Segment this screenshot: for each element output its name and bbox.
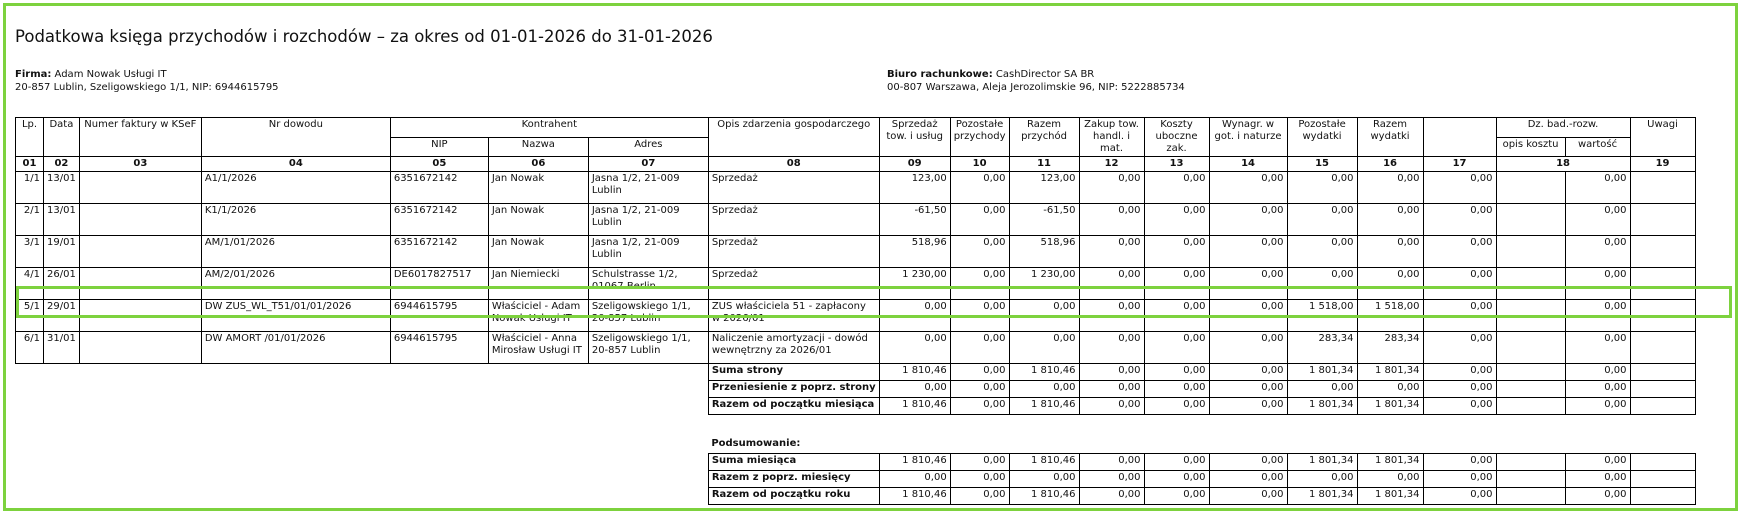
- cell-dowod: A1/1/2026: [201, 172, 390, 204]
- spacer-cell: [16, 415, 1696, 438]
- blank-cell: [16, 398, 709, 415]
- summary-c17: 0,00: [1423, 381, 1496, 398]
- cell-opis: Sprzedaż: [708, 204, 879, 236]
- cell-c12: 0,00: [1079, 268, 1144, 300]
- summary-c09: 0,00: [879, 381, 950, 398]
- blank-cell: [16, 364, 709, 381]
- cell-c17: 0,00: [1423, 172, 1496, 204]
- summary-c11: 0,00: [1009, 381, 1079, 398]
- cell-c13: 0,00: [1144, 204, 1209, 236]
- cell-c14: 0,00: [1209, 332, 1287, 364]
- summary-c18: 0,00: [1565, 454, 1630, 471]
- cell-ksef: [79, 332, 201, 364]
- summary-label: Przeniesienie z poprz. strony: [708, 381, 879, 398]
- summary-row: [16, 381, 1696, 398]
- cell-c18: 0,00: [1565, 204, 1630, 236]
- summary-c09: 1 810,46: [879, 454, 950, 471]
- summary-c11: 1 810,46: [1009, 454, 1079, 471]
- cell-uwagi: [1630, 332, 1695, 364]
- cell-adres: Szeligowskiego 1/1, 20-857 Lublin: [588, 332, 708, 364]
- table-row: [16, 236, 1696, 268]
- summary-c11: 0,00: [1009, 471, 1079, 488]
- summary-c10: 0,00: [950, 364, 1009, 381]
- cell-opis-kosztu: [1496, 300, 1565, 332]
- summary-c15: 1 801,34: [1287, 454, 1357, 471]
- summary-opis-kosztu: [1496, 488, 1565, 505]
- header-razem-przychod: Razem przychód: [1009, 118, 1079, 157]
- cell-c15: 0,00: [1287, 172, 1357, 204]
- cell-c17: 0,00: [1423, 204, 1496, 236]
- summary-c12: 0,00: [1079, 454, 1144, 471]
- summary-c14: 0,00: [1209, 488, 1287, 505]
- header-dz-bad: Dz. bad.-rozw.: [1496, 118, 1630, 138]
- cell-uwagi: [1630, 172, 1695, 204]
- cell-adres: Jasna 1/2, 21-009 Lublin: [588, 172, 708, 204]
- header-koszty: Koszty uboczne zak.: [1144, 118, 1209, 157]
- cell-c09: 123,00: [879, 172, 950, 204]
- cell-nip: 6351672142: [390, 236, 488, 268]
- cell-c18: 0,00: [1565, 236, 1630, 268]
- column-number: 04: [201, 157, 390, 172]
- blank-cell: [16, 437, 709, 454]
- summary-label: Razem z poprz. miesięcy: [708, 471, 879, 488]
- header-kontrahent: Kontrahent: [390, 118, 708, 138]
- cell-c17: 0,00: [1423, 300, 1496, 332]
- column-number-row: [16, 157, 1696, 172]
- cell-c11: 123,00: [1009, 172, 1079, 204]
- cell-c13: 0,00: [1144, 268, 1209, 300]
- cell-dowod: AM/1/01/2026: [201, 236, 390, 268]
- table-row: [16, 268, 1696, 300]
- cell-nazwa: Właściciel - Anna Mirosław Usługi IT: [488, 332, 588, 364]
- summary-c11: 1 810,46: [1009, 364, 1079, 381]
- cell-data: 29/01: [44, 300, 80, 332]
- header-wynagr: Wynagr. w got. i naturze: [1209, 118, 1287, 157]
- summary-c16: 1 801,34: [1357, 364, 1423, 381]
- summary-c18: 0,00: [1565, 364, 1630, 381]
- column-number: 11: [1009, 157, 1079, 172]
- summary-label: Razem od początku roku: [708, 488, 879, 505]
- cell-nazwa: Właściciel - Adam Nowak Usługi IT: [488, 300, 588, 332]
- cell-lp: 4/1: [16, 268, 44, 300]
- blank-cell: [16, 454, 709, 471]
- cell-c16: 0,00: [1357, 204, 1423, 236]
- summary-c15: 1 801,34: [1287, 488, 1357, 505]
- summary-c16: 0,00: [1357, 381, 1423, 398]
- cell-c11: 0,00: [1009, 332, 1079, 364]
- cell-ksef: [79, 172, 201, 204]
- summary-label: Suma strony: [708, 364, 879, 381]
- cell-c17: 0,00: [1423, 268, 1496, 300]
- cell-opis: Naliczenie amortyzacji - dowód wewnętrzny za 2026/01: [708, 332, 879, 364]
- header-dowod: Nr dowodu: [201, 118, 390, 157]
- cell-nip: 6351672142: [390, 204, 488, 236]
- summary-c15: 1 801,34: [1287, 398, 1357, 415]
- cell-data: 31/01: [44, 332, 80, 364]
- summary-c09: 1 810,46: [879, 398, 950, 415]
- cell-ksef: [79, 268, 201, 300]
- cell-c10: 0,00: [950, 236, 1009, 268]
- firm-label: Firma:: [15, 69, 52, 80]
- cell-c11: 518,96: [1009, 236, 1079, 268]
- cell-c14: 0,00: [1209, 236, 1287, 268]
- cell-nazwa: Jan Nowak: [488, 172, 588, 204]
- summary-c16: 1 801,34: [1357, 488, 1423, 505]
- summary-c13: 0,00: [1144, 381, 1209, 398]
- summary-c15: 1 801,34: [1287, 364, 1357, 381]
- summary-title-row: [16, 437, 1696, 454]
- summary-c12: 0,00: [1079, 381, 1144, 398]
- header-ksef: Numer faktury w KSeF: [79, 118, 201, 157]
- summary-c12: 0,00: [1079, 398, 1144, 415]
- cell-dowod: AM/2/01/2026: [201, 268, 390, 300]
- firm-info: [15, 68, 279, 94]
- summary-c14: 0,00: [1209, 398, 1287, 415]
- summary-c12: 0,00: [1079, 364, 1144, 381]
- summary-uwagi: [1630, 471, 1695, 488]
- summary-c16: 1 801,34: [1357, 398, 1423, 415]
- header-nazwa: Nazwa: [488, 137, 588, 157]
- cell-dowod: K1/1/2026: [201, 204, 390, 236]
- cell-c12: 0,00: [1079, 332, 1144, 364]
- column-number: 03: [79, 157, 201, 172]
- cell-lp: 2/1: [16, 204, 44, 236]
- column-number: 16: [1357, 157, 1423, 172]
- header-adres: Adres: [588, 137, 708, 157]
- column-number: 05: [390, 157, 488, 172]
- cell-c18: 0,00: [1565, 300, 1630, 332]
- cell-opis-kosztu: [1496, 172, 1565, 204]
- office-address: 00-807 Warszawa, Aleja Jerozolimskie 96, NIP: 5222885734: [887, 82, 1185, 93]
- cell-c18: 0,00: [1565, 332, 1630, 364]
- header-nip: NIP: [390, 137, 488, 157]
- column-number: 09: [879, 157, 950, 172]
- cell-ksef: [79, 204, 201, 236]
- blank-cell: [16, 488, 709, 505]
- blank-cell: [16, 381, 709, 398]
- column-number: 01: [16, 157, 44, 172]
- header-wartosc: wartość: [1565, 137, 1630, 157]
- summary-c10: 0,00: [950, 471, 1009, 488]
- cell-c09: 0,00: [879, 332, 950, 364]
- summary-c15: 0,00: [1287, 381, 1357, 398]
- summary-c14: 0,00: [1209, 381, 1287, 398]
- cell-opis-kosztu: [1496, 268, 1565, 300]
- summary-c14: 0,00: [1209, 471, 1287, 488]
- summary-opis-kosztu: [1496, 364, 1565, 381]
- column-number: 13: [1144, 157, 1209, 172]
- cell-c15: 0,00: [1287, 204, 1357, 236]
- cell-c15: 1 518,00: [1287, 300, 1357, 332]
- cell-nazwa: Jan Nowak: [488, 236, 588, 268]
- summary-c17: 0,00: [1423, 364, 1496, 381]
- cell-c16: 0,00: [1357, 172, 1423, 204]
- cell-c16: 0,00: [1357, 236, 1423, 268]
- summary-c14: 0,00: [1209, 364, 1287, 381]
- summary-c09: 1 810,46: [879, 488, 950, 505]
- cell-uwagi: [1630, 268, 1695, 300]
- summary-row: [16, 488, 1696, 505]
- summary-uwagi: [1630, 454, 1695, 471]
- table-row: [16, 300, 1696, 332]
- summary-opis-kosztu: [1496, 381, 1565, 398]
- summary-uwagi: [1630, 398, 1695, 415]
- summary-opis-kosztu: [1496, 398, 1565, 415]
- cell-c09: 0,00: [879, 300, 950, 332]
- cell-data: 26/01: [44, 268, 80, 300]
- office-info: [887, 68, 1185, 94]
- column-number: 06: [488, 157, 588, 172]
- cell-dowod: DW ZUS_WL_T51/01/01/2026: [201, 300, 390, 332]
- cell-lp: 3/1: [16, 236, 44, 268]
- spacer-row: [16, 415, 1696, 438]
- cell-opis: Sprzedaż: [708, 268, 879, 300]
- column-number: 10: [950, 157, 1009, 172]
- header-sprzedaz: Sprzedaż tow. i usług: [879, 118, 950, 157]
- cell-ksef: [79, 236, 201, 268]
- summary-c14: 0,00: [1209, 454, 1287, 471]
- summary-row: [16, 364, 1696, 381]
- cell-c14: 0,00: [1209, 172, 1287, 204]
- header-lp: Lp.: [16, 118, 44, 157]
- cell-c10: 0,00: [950, 204, 1009, 236]
- summary-uwagi: [1630, 364, 1695, 381]
- summary-c13: 0,00: [1144, 454, 1209, 471]
- summary-c17: 0,00: [1423, 398, 1496, 415]
- column-number: 07: [588, 157, 708, 172]
- cell-c09: 1 230,00: [879, 268, 950, 300]
- cell-c10: 0,00: [950, 268, 1009, 300]
- table-row: [16, 204, 1696, 236]
- cell-nazwa: Jan Niemiecki: [488, 268, 588, 300]
- cell-uwagi: [1630, 300, 1695, 332]
- cell-c12: 0,00: [1079, 236, 1144, 268]
- cell-c10: 0,00: [950, 300, 1009, 332]
- cell-c09: 518,96: [879, 236, 950, 268]
- header-razem-wydatki: Razem wydatki: [1357, 118, 1423, 157]
- summary-c17: 0,00: [1423, 454, 1496, 471]
- column-number: 02: [44, 157, 80, 172]
- cell-c13: 0,00: [1144, 300, 1209, 332]
- summary-c17: 0,00: [1423, 488, 1496, 505]
- cell-c13: 0,00: [1144, 332, 1209, 364]
- cell-data: 19/01: [44, 236, 80, 268]
- column-number: 12: [1079, 157, 1144, 172]
- header-data: Data: [44, 118, 80, 157]
- cell-c12: 0,00: [1079, 172, 1144, 204]
- cell-c18: 0,00: [1565, 172, 1630, 204]
- column-number: 19: [1630, 157, 1695, 172]
- cell-c14: 0,00: [1209, 300, 1287, 332]
- cell-opis-kosztu: [1496, 332, 1565, 364]
- cell-c10: 0,00: [950, 172, 1009, 204]
- page-title: Podatkowa księga przychodów i rozchodów – za okres od 01-01-2026 do 31-01-2026: [15, 27, 713, 46]
- cell-adres: Schulstrasse 1/2, 01067 Berlin: [588, 268, 708, 300]
- cell-opis: Sprzedaż: [708, 236, 879, 268]
- summary-row: [16, 454, 1696, 471]
- summary-c18: 0,00: [1565, 381, 1630, 398]
- cell-c18: 0,00: [1565, 268, 1630, 300]
- cell-nip: 6944615795: [390, 300, 488, 332]
- cell-lp: 1/1: [16, 172, 44, 204]
- header-col17: [1423, 118, 1496, 157]
- header-opis: Opis zdarzenia gospodarczego: [708, 118, 879, 157]
- header-zakup: Zakup tow. handl. i mat.: [1079, 118, 1144, 157]
- summary-c13: 0,00: [1144, 488, 1209, 505]
- cell-lp: 5/1: [16, 300, 44, 332]
- cell-nip: 6351672142: [390, 172, 488, 204]
- summary-c15: 0,00: [1287, 471, 1357, 488]
- cell-data: 13/01: [44, 172, 80, 204]
- column-number: 17: [1423, 157, 1496, 172]
- blank-cell: [16, 471, 709, 488]
- cell-adres: Jasna 1/2, 21-009 Lublin: [588, 204, 708, 236]
- cell-opis-kosztu: [1496, 236, 1565, 268]
- cell-c16: 283,34: [1357, 332, 1423, 364]
- cell-adres: Jasna 1/2, 21-009 Lublin: [588, 236, 708, 268]
- summary-row: [16, 471, 1696, 488]
- cell-nazwa: Jan Nowak: [488, 204, 588, 236]
- column-number: 14: [1209, 157, 1287, 172]
- summary-c09: 1 810,46: [879, 364, 950, 381]
- summary-c10: 0,00: [950, 454, 1009, 471]
- summary-c11: 1 810,46: [1009, 398, 1079, 415]
- cell-adres: Szeligowskiego 1/1, 20-857 Lublin: [588, 300, 708, 332]
- column-number: 15: [1287, 157, 1357, 172]
- firm-name: Adam Nowak Usługi IT: [54, 69, 167, 80]
- summary-title: Podsumowanie:: [711, 438, 801, 449]
- cell-nip: DE6017827517: [390, 268, 488, 300]
- cell-c14: 0,00: [1209, 204, 1287, 236]
- cell-nip: 6944615795: [390, 332, 488, 364]
- table-row: [16, 172, 1696, 204]
- cell-c11: -61,50: [1009, 204, 1079, 236]
- ledger-table: [15, 117, 1696, 505]
- summary-c13: 0,00: [1144, 364, 1209, 381]
- summary-opis-kosztu: [1496, 454, 1565, 471]
- summary-c10: 0,00: [950, 381, 1009, 398]
- office-label: Biuro rachunkowe:: [887, 69, 993, 80]
- summary-c09: 0,00: [879, 471, 950, 488]
- summary-uwagi: [1630, 488, 1695, 505]
- summary-c13: 0,00: [1144, 398, 1209, 415]
- header-opis-kosztu: opis kosztu: [1496, 137, 1565, 157]
- cell-c16: 0,00: [1357, 268, 1423, 300]
- cell-data: 13/01: [44, 204, 80, 236]
- cell-c12: 0,00: [1079, 204, 1144, 236]
- summary-c12: 0,00: [1079, 488, 1144, 505]
- firm-address: 20-857 Lublin, Szeligowskiego 1/1, NIP: 6944615795: [15, 82, 279, 93]
- cell-c16: 1 518,00: [1357, 300, 1423, 332]
- cell-c13: 0,00: [1144, 172, 1209, 204]
- table-row: [16, 332, 1696, 364]
- summary-c17: 0,00: [1423, 471, 1496, 488]
- cell-c17: 0,00: [1423, 236, 1496, 268]
- column-number: 08: [708, 157, 879, 172]
- summary-c18: 0,00: [1565, 488, 1630, 505]
- summary-label: Razem od początku miesiąca: [708, 398, 879, 415]
- cell-c15: 0,00: [1287, 236, 1357, 268]
- header-pozostale-przychody: Pozostałe przychody: [950, 118, 1009, 157]
- summary-c10: 0,00: [950, 488, 1009, 505]
- summary-label: Suma miesiąca: [708, 454, 879, 471]
- header-pozostale-wydatki: Pozostałe wydatki: [1287, 118, 1357, 157]
- cell-dowod: DW AMORT /01/01/2026: [201, 332, 390, 364]
- cell-c14: 0,00: [1209, 268, 1287, 300]
- cell-opis-kosztu: [1496, 204, 1565, 236]
- summary-c12: 0,00: [1079, 471, 1144, 488]
- cell-uwagi: [1630, 236, 1695, 268]
- summary-row: [16, 398, 1696, 415]
- cell-ksef: [79, 300, 201, 332]
- cell-c12: 0,00: [1079, 300, 1144, 332]
- summary-c18: 0,00: [1565, 471, 1630, 488]
- summary-uwagi: [1630, 381, 1695, 398]
- cell-c10: 0,00: [950, 332, 1009, 364]
- office-name: CashDirector SA BR: [995, 69, 1095, 80]
- summary-c16: 0,00: [1357, 471, 1423, 488]
- summary-opis-kosztu: [1496, 471, 1565, 488]
- summary-c13: 0,00: [1144, 471, 1209, 488]
- cell-c13: 0,00: [1144, 236, 1209, 268]
- cell-c15: 0,00: [1287, 268, 1357, 300]
- cell-opis: Sprzedaż: [708, 172, 879, 204]
- summary-c16: 1 801,34: [1357, 454, 1423, 471]
- cell-opis: ZUS właściciela 51 - zapłacony w 2026/01: [708, 300, 879, 332]
- summary-c10: 0,00: [950, 398, 1009, 415]
- cell-uwagi: [1630, 204, 1695, 236]
- summary-c11: 1 810,46: [1009, 488, 1079, 505]
- cell-c17: 0,00: [1423, 332, 1496, 364]
- header-uwagi: Uwagi: [1630, 118, 1695, 157]
- cell-lp: 6/1: [16, 332, 44, 364]
- column-number: 18: [1496, 157, 1630, 172]
- cell-c15: 283,34: [1287, 332, 1357, 364]
- summary-c18: 0,00: [1565, 398, 1630, 415]
- cell-c11: 1 230,00: [1009, 268, 1079, 300]
- cell-c09: -61,50: [879, 204, 950, 236]
- cell-c11: 0,00: [1009, 300, 1079, 332]
